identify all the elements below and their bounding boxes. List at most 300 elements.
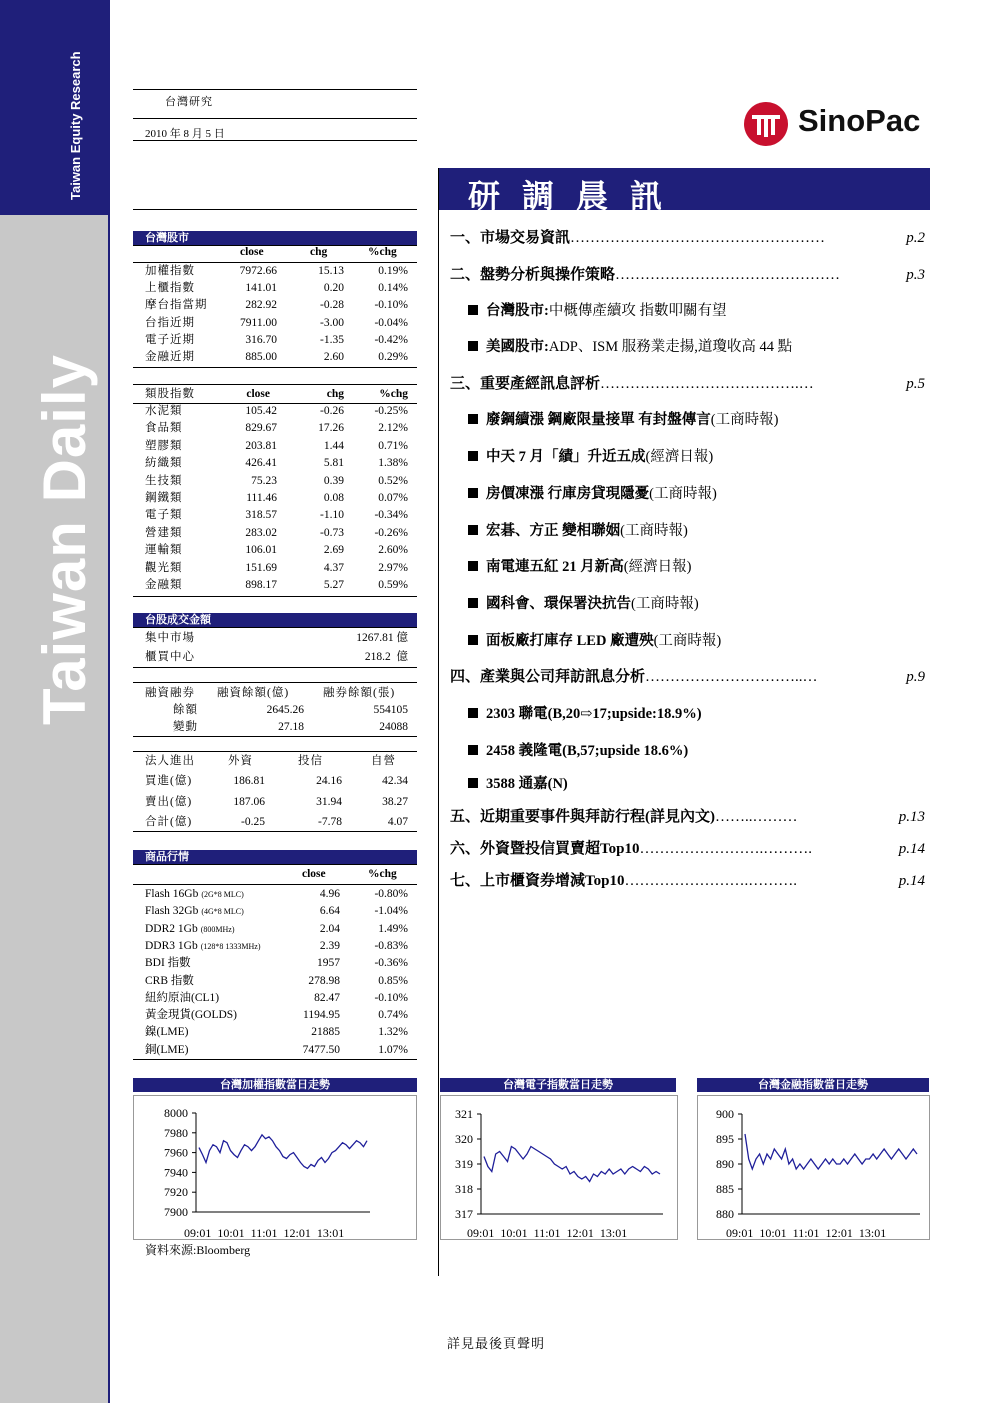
- subitem-bold: 廢鋼續漲 鋼廠限量接單 有封盤傳言: [486, 412, 711, 428]
- sector-row-name: 生技類: [145, 474, 183, 487]
- y-tick-label: 320: [455, 1132, 473, 1146]
- margin-top-rule: [133, 682, 417, 683]
- disclaimer-footer: 詳見最後頁聲明: [446, 1336, 545, 1351]
- market-row-chg: 2.60: [323, 351, 344, 363]
- commodity-pct: -1.04%: [374, 905, 408, 918]
- inst-row-foreign: -0.25: [241, 816, 265, 828]
- toc-subitem: [468, 447, 928, 467]
- x-tick-labels: 09:01 10:01 11:01 12:01 13:01: [467, 1226, 628, 1239]
- sector-row-chg: 5.27: [323, 579, 344, 591]
- commodities-bottom-rule: [133, 1059, 417, 1060]
- turnover-header-rule: [133, 627, 417, 628]
- commodity-row: [145, 921, 410, 938]
- commodity-pct: -0.10%: [374, 991, 408, 1004]
- commodity-row-name: [145, 1024, 191, 1041]
- commodity-row-name: [145, 973, 197, 990]
- toc-subitem: [468, 301, 928, 321]
- data-source: 資料來源:Bloomberg: [145, 1243, 251, 1257]
- sector-row-name: 電子類: [145, 509, 183, 522]
- series-line: [745, 1134, 917, 1169]
- subitem-bold: 2458 義隆電(B,57;upside 18.6%): [486, 743, 689, 759]
- sector-header: [145, 386, 410, 403]
- bullet-square-icon: [468, 525, 478, 535]
- toc-item: [450, 870, 925, 892]
- sector-row-pct: 0.59%: [378, 579, 408, 591]
- market-row-close: 141.01: [245, 282, 277, 295]
- toc-page: p.5: [906, 376, 925, 392]
- market-bottom-rule: [133, 367, 417, 368]
- market-row: [145, 315, 410, 332]
- market-row: [145, 280, 410, 297]
- toc-page: p.13: [898, 809, 925, 825]
- toc-subitem: [468, 704, 928, 724]
- toc-subitem: [468, 631, 928, 651]
- taiex-chart: [133, 1095, 417, 1240]
- subitem-bold: 面板廠打庫存 LED 廠遭殃: [486, 633, 654, 649]
- market-row-close: 7911.00: [240, 316, 277, 329]
- margin-row-name: 變動: [173, 721, 198, 733]
- elec-chart-svg: [441, 1096, 677, 1239]
- commodity-spec: (800MHz): [200, 924, 235, 934]
- sector-row-name: 金融類: [145, 579, 183, 591]
- inst-row-foreign: 186.81: [233, 775, 265, 787]
- sector-row-pct: -0.34%: [374, 509, 408, 522]
- market-row-name: 電子近期: [145, 333, 195, 346]
- sector-row-chg: 5.81: [323, 457, 344, 470]
- bullet-square-icon: [468, 414, 478, 424]
- commodity-pct: 0.74%: [378, 1009, 408, 1022]
- y-tick-label: 895: [716, 1132, 734, 1146]
- commodity-close: 21885: [311, 1026, 340, 1039]
- sector-row-chg: -0.73: [320, 526, 344, 539]
- commodity-pct: 1.32%: [378, 1026, 408, 1039]
- toc-label: 五、近期重要事件與拜訪行程(詳見內文): [450, 809, 715, 825]
- inst-row: [145, 794, 410, 811]
- taiex-chart-svg: [134, 1096, 416, 1239]
- y-tick-label: 7940: [164, 1165, 188, 1180]
- sector-row-pct: 2.60%: [378, 544, 408, 557]
- sector-row-name: 食品類: [145, 422, 183, 435]
- toc-dots: …………………….……….: [624, 873, 797, 889]
- sinopac-logo-icon: [742, 100, 790, 148]
- subitem-bold: 房價凍漲 行庫房貸現隱憂: [486, 486, 650, 502]
- commodities-col-pct: %chg: [368, 868, 397, 880]
- subitem-bold: 2303 聯電(B,20⇨17;upside:18.9%): [486, 706, 702, 722]
- subitem-bold: 台灣股市:: [486, 303, 549, 319]
- bullet-square-icon: [468, 561, 478, 571]
- sector-row-close: 105.42: [245, 405, 277, 417]
- subitem-rest: (工商時報): [620, 523, 688, 539]
- toc-dots: ……..………: [715, 809, 798, 825]
- sidebar-daily-label: Taiwan Daily: [31, 353, 98, 725]
- sector-row-chg: -1.10: [320, 509, 344, 522]
- market-header: 台灣股市: [133, 231, 417, 245]
- sector-row-chg: 0.08: [323, 492, 344, 504]
- turnover-header: 台股成交金額: [133, 613, 417, 627]
- commodity-pct: -0.36%: [374, 957, 408, 970]
- sector-row-close: 111.46: [246, 492, 277, 504]
- commodity-close: 2.39: [319, 939, 340, 952]
- subitem-rest: (經濟日報): [623, 559, 692, 575]
- bullet-square-icon: [468, 778, 478, 788]
- y-tick-label: 900: [716, 1107, 734, 1121]
- market-row: [145, 297, 410, 314]
- market-col-pct: %chg: [368, 246, 397, 258]
- series-line: [199, 1135, 367, 1169]
- sector-row-name: 塑膠類: [145, 439, 183, 452]
- sector-col-close: close: [246, 388, 270, 400]
- title-banner: [438, 168, 930, 215]
- commodities-header: 商品行情: [133, 850, 417, 864]
- toc-subitem: [468, 594, 928, 614]
- y-tick-label: 318: [455, 1182, 473, 1196]
- header-rule-bottom: [133, 140, 417, 141]
- turnover-row: [145, 630, 410, 647]
- sector-row-name: 水泥類: [145, 405, 183, 417]
- inst-row-name: 合計(億): [145, 816, 193, 828]
- turnover-row-value: 218.2 億: [364, 651, 408, 663]
- sector-row: [145, 507, 410, 524]
- margin-row: [145, 702, 410, 719]
- commodity-name: 黃金現貨(GOLDS): [145, 1009, 237, 1022]
- sector-row-name: 觀光類: [145, 561, 183, 574]
- y-tick-label: 321: [455, 1107, 473, 1121]
- y-tick-label: 7920: [164, 1185, 188, 1200]
- turnover-row-value: 1267.81 億: [356, 632, 408, 644]
- toc-subitem: [468, 741, 928, 761]
- bullet-square-icon: [468, 488, 478, 498]
- sector-row-close: 75.23: [251, 474, 277, 487]
- toc-item: [450, 666, 925, 688]
- fin-chart-title: 台灣金融指數當日走勢: [697, 1078, 929, 1092]
- x-tick-labels: 09:01 10:01 11:01 12:01 13:01: [726, 1226, 887, 1239]
- sector-row-name: 紡織類: [145, 457, 183, 470]
- toc-label: 七、上市櫃資券增減Top10: [450, 873, 625, 889]
- margin-row-name: 餘額: [173, 704, 198, 716]
- inst-row-foreign: 187.06: [233, 795, 265, 808]
- inst-col-foreign: 外資: [228, 755, 253, 767]
- market-row-name: 上櫃指數: [145, 282, 195, 295]
- commodity-row-name: [145, 1007, 240, 1024]
- subitem-rest: ADP、ISM 服務業走揚,道瓊收高 44 點: [548, 339, 793, 355]
- sector-row-close: 283.02: [245, 526, 277, 539]
- sector-row-chg: 0.39: [323, 474, 344, 487]
- toc-item: [450, 264, 925, 286]
- toc-item: [450, 373, 925, 395]
- margin-row-short: 24088: [379, 721, 408, 733]
- sector-row-pct: 2.12%: [378, 422, 408, 435]
- margin-row-loan: 2645.26: [266, 704, 304, 716]
- commodity-row: [145, 1007, 410, 1024]
- sector-row-chg: 1.44: [323, 439, 344, 452]
- fin-chart-svg: [698, 1096, 929, 1239]
- inst-col-dealer: 自營: [371, 755, 396, 767]
- commodity-name: Flash 16Gb: [145, 888, 199, 900]
- page-title: 研調晨訊: [468, 177, 685, 215]
- margin-header: [145, 685, 410, 702]
- toc-page: p.3: [906, 267, 925, 283]
- sector-row-pct: -0.25%: [374, 405, 408, 417]
- commodity-row-name: [145, 990, 222, 1007]
- sector-row: [145, 455, 410, 472]
- left-column-rule: [133, 209, 417, 210]
- bullet-square-icon: [468, 598, 478, 608]
- sector-row-close: 318.57: [245, 509, 277, 522]
- commodity-row-name: [145, 903, 244, 920]
- sector-row: [145, 490, 410, 507]
- inst-row-dealer: 42.34: [382, 775, 408, 787]
- market-row: [145, 332, 410, 349]
- commodity-row-name: [145, 955, 194, 972]
- toc-label: 一、市場交易資訊: [450, 230, 571, 246]
- turnover-bottom-rule: [133, 667, 417, 668]
- y-tick-label: 7900: [164, 1205, 188, 1219]
- commodity-close: 82.47: [314, 991, 340, 1004]
- sector-row: [145, 420, 410, 437]
- sector-row-chg: 4.37: [323, 561, 344, 574]
- toc-subitem: [468, 557, 928, 577]
- market-row-pct: 0.14%: [378, 282, 408, 295]
- commodity-close: 4.96: [319, 888, 340, 900]
- y-tick-label: 7960: [164, 1145, 188, 1160]
- commodity-pct: 1.07%: [378, 1043, 408, 1056]
- subitem-bold: 中天 7 月「績」升近五成: [486, 449, 646, 465]
- market-row-chg: -0.28: [320, 299, 344, 312]
- commodity-name: Flash 32Gb: [145, 905, 199, 918]
- column-divider: [438, 168, 439, 1276]
- header-rule-top: [133, 89, 417, 90]
- toc-page: p.2: [906, 230, 925, 246]
- market-row: [145, 263, 410, 280]
- commodity-row-name: [145, 1042, 191, 1059]
- subitem-bold: 美國股市:: [486, 339, 549, 355]
- sector-row: [145, 473, 410, 490]
- sidebar-divider: [108, 0, 110, 1403]
- market-row-name: 台指近期: [145, 316, 195, 329]
- commodity-name: BDI 指數: [145, 957, 191, 970]
- margin-row: [145, 719, 410, 736]
- toc-item: [450, 838, 925, 860]
- series-line: [484, 1147, 660, 1182]
- toc-dots: ………………………………………: [615, 267, 841, 283]
- sector-row-close: 829.67: [245, 422, 277, 435]
- commodity-row-name: [145, 938, 261, 955]
- sector-row-chg: 17.26: [318, 422, 344, 435]
- inst-header: [145, 753, 410, 770]
- market-row-pct: 0.19%: [378, 265, 408, 277]
- subitem-rest: 中概傳產續攻 指數叩關有望: [548, 303, 727, 319]
- logo-text: SinoPac: [798, 103, 921, 138]
- x-tick-labels: 09:01 10:01 11:01 12:01 13:01: [184, 1226, 345, 1239]
- commodity-name: DDR3 1Gb: [145, 939, 198, 952]
- sector-row-chg: 2.69: [323, 544, 344, 557]
- market-row-pct: -0.04%: [374, 316, 408, 329]
- commodity-pct: 0.85%: [378, 974, 408, 987]
- commodity-close: 1194.95: [303, 1009, 340, 1022]
- sector-row-close: 106.01: [245, 544, 277, 557]
- commodity-row: [145, 938, 410, 955]
- margin-row-loan: 27.18: [278, 721, 304, 733]
- bullet-square-icon: [468, 451, 478, 461]
- commodity-row: [145, 886, 410, 903]
- sector-col-chg: chg: [326, 388, 344, 400]
- sector-row-pct: 0.07%: [378, 492, 408, 504]
- y-tick-label: 880: [716, 1207, 734, 1221]
- commodity-pct: 1.49%: [378, 922, 408, 935]
- commodity-name: CRB 指數: [145, 974, 194, 987]
- margin-bottom-rule: [133, 736, 417, 737]
- y-tick-label: 885: [716, 1182, 734, 1196]
- commodity-close: 7477.50: [302, 1043, 340, 1056]
- market-row-chg: 0.20: [323, 282, 344, 295]
- inst-col-label: 法人進出: [145, 755, 195, 767]
- inst-bottom-rule: [133, 831, 417, 832]
- toc-subitem: [468, 484, 928, 504]
- commodity-name: DDR2 1Gb: [145, 922, 198, 935]
- y-tick-label: 319: [455, 1157, 473, 1171]
- commodity-close: 6.64: [319, 905, 340, 918]
- y-tick-label: 317: [455, 1207, 473, 1221]
- sidebar-top-block: [0, 0, 110, 215]
- commodity-row: [145, 955, 410, 972]
- market-row-chg: -1.35: [320, 333, 344, 346]
- header-category: 台灣研究: [165, 96, 213, 108]
- market-row-pct: -0.42%: [374, 333, 408, 346]
- inst-row-name: 買進(億): [145, 775, 193, 787]
- inst-col-trust: 投信: [298, 755, 323, 767]
- commodity-name: 銅(LME): [145, 1043, 189, 1056]
- y-tick-label: 8000: [164, 1106, 188, 1120]
- turnover-row: [145, 649, 410, 666]
- market-col-close: close: [240, 246, 264, 258]
- commodity-row: [145, 903, 410, 920]
- header-rule-mid: [133, 118, 417, 119]
- market-row: [145, 349, 410, 366]
- fin-chart: [697, 1095, 930, 1240]
- market-row-close: 885.00: [245, 351, 277, 363]
- toc-label: 六、外資暨投信買賣超Top10: [450, 841, 640, 857]
- commodity-pct: -0.80%: [374, 888, 408, 900]
- sector-col-name: 類股指數: [145, 388, 195, 400]
- market-row-close: 282.92: [245, 299, 277, 312]
- toc-dots: …………………………..…: [645, 669, 818, 685]
- sector-row-close: 426.41: [245, 457, 277, 470]
- inst-row-dealer: 38.27: [382, 795, 408, 808]
- market-row-close: 316.70: [245, 333, 277, 346]
- commodity-row-name: [145, 886, 244, 903]
- commodities-col-close: close: [302, 868, 326, 880]
- inst-row-dealer: 4.07: [387, 816, 408, 828]
- turnover-row-name: 櫃買中心: [145, 651, 195, 663]
- y-tick-label: 890: [716, 1157, 734, 1171]
- margin-col-loan: 融資餘額(億): [217, 687, 290, 699]
- inst-row: [145, 814, 410, 831]
- inst-row: [145, 773, 410, 790]
- subitem-bold: 3588 通嘉(N): [486, 776, 568, 792]
- market-row-chg: -3.00: [320, 316, 344, 329]
- market-row-name: 摩台指當期: [145, 299, 208, 312]
- sector-row-pct: 1.38%: [378, 457, 408, 470]
- commodity-spec: (128*8 1333MHz): [200, 941, 261, 951]
- sector-row-pct: 0.52%: [378, 474, 408, 487]
- subitem-rest: (經濟日報): [645, 449, 714, 465]
- inst-row-trust: -7.78: [318, 816, 342, 828]
- bullet-square-icon: [468, 635, 478, 645]
- market-row-chg: 15.13: [318, 265, 344, 277]
- bullet-square-icon: [468, 708, 478, 718]
- sector-row-pct: 0.71%: [378, 439, 408, 452]
- bullet-square-icon: [468, 341, 478, 351]
- sector-row: [145, 403, 410, 420]
- elec-chart: [440, 1095, 678, 1240]
- sector-row-close: 898.17: [245, 579, 277, 591]
- market-row-close: 7972.66: [239, 265, 277, 277]
- commodity-row: [145, 1024, 410, 1041]
- commodities-header-rule: [133, 864, 417, 865]
- commodity-close: 278.98: [308, 974, 340, 987]
- market-row-pct: 0.29%: [378, 351, 408, 363]
- subitem-bold: 國科會、環保署決抗告: [486, 596, 631, 612]
- commodity-row: [145, 990, 410, 1007]
- sidebar-research-label: Taiwan Equity Research: [68, 51, 83, 200]
- toc-dots: ……………………………………………: [570, 230, 826, 246]
- sector-row-close: 151.69: [245, 561, 277, 574]
- market-row-name: 加權指數: [145, 265, 195, 277]
- subitem-rest: (工商時報): [649, 486, 717, 502]
- bullet-square-icon: [468, 305, 478, 315]
- sector-row-name: 運輸類: [145, 544, 183, 557]
- subitem-bold: 南電連五紅 21 月新高: [486, 559, 624, 575]
- inst-top-rule: [133, 751, 417, 752]
- toc-page: p.14: [898, 873, 925, 889]
- toc-dots: ………………………………….…: [600, 376, 814, 392]
- subitem-rest: (工商時報): [710, 412, 779, 428]
- y-tick-label: 7980: [164, 1125, 188, 1140]
- turnover-row-name: 集中市場: [145, 632, 195, 644]
- toc-dots: …………………….……….: [639, 841, 812, 857]
- sector-row-name: 營建類: [145, 526, 183, 539]
- subitem-rest: (工商時報): [631, 596, 699, 612]
- sector-row: [145, 542, 410, 559]
- commodity-close: 1957: [317, 957, 340, 970]
- commodity-name: 紐約原油(CL1): [145, 991, 220, 1004]
- bullet-square-icon: [468, 745, 478, 755]
- toc-label: 四、產業與公司拜訪訊息分析: [450, 669, 646, 685]
- toc-subitem: [468, 521, 928, 541]
- margin-row-short: 554105: [373, 704, 408, 716]
- toc-subitem: [468, 410, 928, 430]
- commodity-spec: (4G*8 MLC): [201, 907, 244, 917]
- market-row-pct: -0.10%: [374, 299, 408, 312]
- toc-subitem: [468, 774, 928, 794]
- sector-bottom-rule: [133, 596, 417, 597]
- sector-row: [145, 577, 410, 594]
- margin-col-short: 融券餘額(張): [323, 687, 396, 699]
- commodity-spec: (2G*8 MLC): [201, 890, 244, 899]
- market-col-chg: chg: [310, 246, 328, 258]
- toc-label: 三、重要產經訊息評析: [450, 376, 601, 392]
- toc-item: [450, 227, 925, 249]
- elec-chart-title: 台灣電子指數當日走勢: [440, 1078, 676, 1092]
- sector-row-chg: -0.26: [320, 405, 344, 417]
- subitem-bold: 宏碁、方正 變相聯姻: [486, 523, 621, 539]
- sector-row-name: 鋼鐵類: [145, 492, 183, 504]
- sector-row: [145, 560, 410, 577]
- commodities-cols-rule: [133, 884, 417, 885]
- market-row-name: 金融近期: [145, 351, 195, 363]
- toc-page: p.9: [906, 669, 925, 685]
- sector-row: [145, 438, 410, 455]
